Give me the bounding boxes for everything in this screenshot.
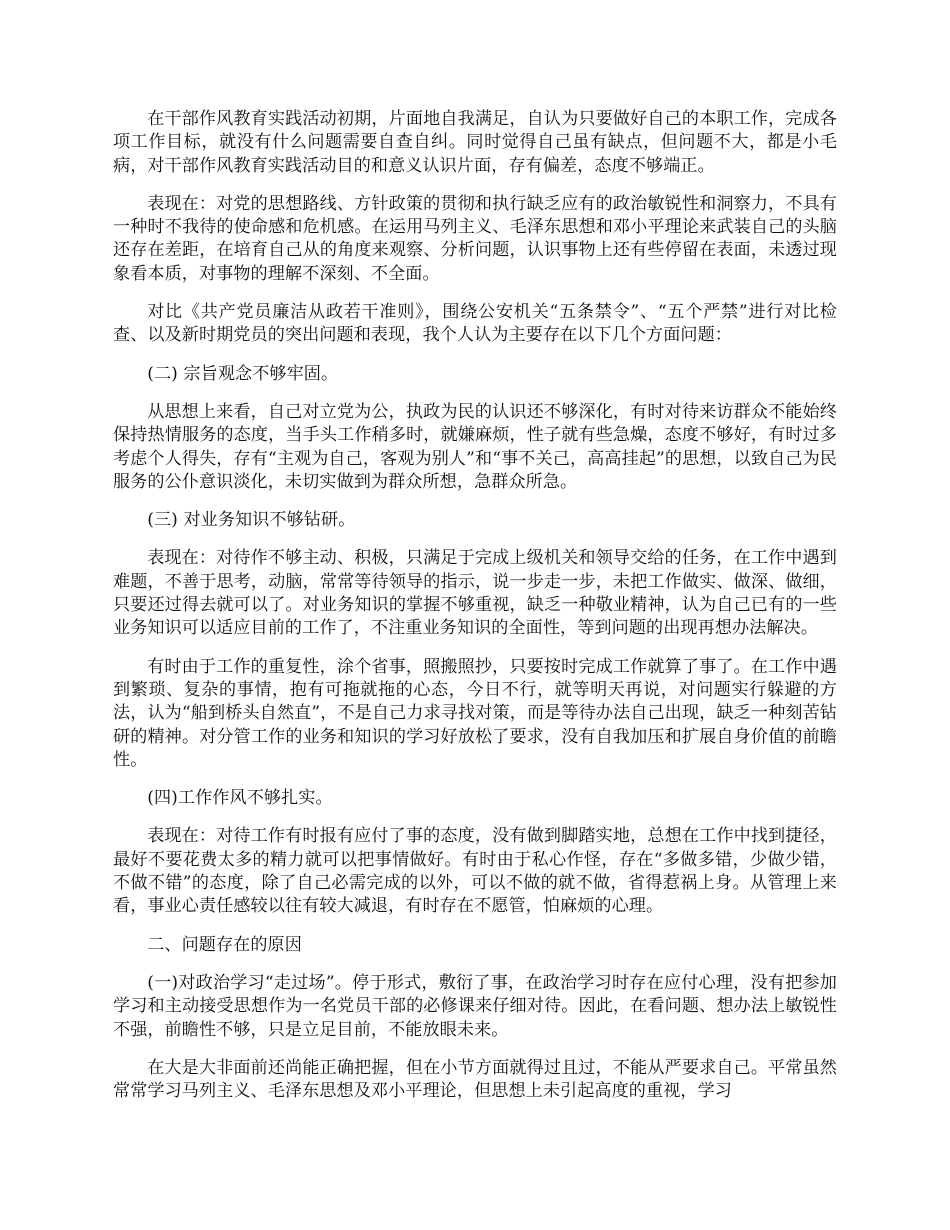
section-heading-work-style: (四)工作作风不够扎实。 [147,788,333,809]
paragraph-political-sensitivity: 表现在：对党的思想路线、方针政策的贯彻和执行缺乏应有的政治敏锐性和洞察力，不具有一种时不我待的使命感和危机感。在运用马列主义、毛泽东思想和邓小平理论来武装自己的头脑还存在差距，在培育自己从的角度来观察、分析问题，认识事物上还有些停留在表面，未透过现象看本质，对事物的理解不深刻、不全面。 [113,193,837,284]
paragraph-work-initiative: 表现在：对待作不够主动、积极，只满足于完成上级机关和领导交给的任务，在工作中遇到难题，不善于思考，动脑，常常等待领导的指示，说一步走一步，未把工作做实、做深、做细，只要还过得去就可以了。对业务知识的掌握不够重视，缺乏一种敬业精神，认为自己已有的一些业务知识可以适应目前的工作了，不注重业务知识的全面性，等到问题的出现再想办法解决。 [113,548,837,639]
paragraph-self-satisfaction: 在干部作风教育实践活动初期，片面地自我满足，自认为只要做好自己的本职工作，完成各项工作目标，就没有什么问题需要自查自纠。同时觉得自己虽有缺点，但问题不大，都是小毛病，对干部作风教育实践活动目的和意义认识片面，存有偏差，态度不够端正。 [113,109,837,176]
paragraph-work-attitude: 表现在：对待工作有时报有应付了事的态度，没有做到脚踏实地，总想在工作中找到捷径，最好不要花费太多的精力就可以把事情做好。有时由于私心作怪，存在“多做多错，少做少错，不做不错”的态度，除了自己必需完成的以外，可以不做的就不做，省得惹祸上身。从管理上来看，事业心责任感较以往有较大减退，有时存在不愿管，怕麻烦的心理。 [113,826,837,917]
paragraph-political-study: (一)对政治学习“走过场”。停于形式，敷衍了事，在政治学习时存在应付心理，没有把参加学习和主动接受思想作为一名党员干部的必修课来仔细对待。因此，在看问题、想办法上敏锐性不强，前瞻性不够，只是立足目前，不能放眼未来。 [113,972,837,1040]
paragraph-principle-matters: 在大是大非面前还尚能正确把握，但在小节方面就得过且过，不能从严要求自己。平常虽然常常学习马列主义、毛泽东思想及邓小平理论，但思想上未引起高度的重视，学习 [113,1057,837,1102]
paragraph-comparison-check: 对比《共产党员廉洁从政若干准则》，围绕公安机关“五条禁令”、“五个严禁”进行对比检查、以及新时期党员的突出问题和表现，我个人认为主要存在以下几个方面问题： [113,302,837,346]
section-heading-causes: 二、问题存在的原因 [147,934,302,955]
paragraph-repetitive-work: 有时由于工作的重复性，涂个省事，照搬照抄，只要按时完成工作就算了事了。在工作中遇到繁琐、复杂的事情，抱有可拖就拖的心态，今日不行，就等明天再说，对问题实行躲避的方法，认为“船到桥头自然直”，不是自己力求寻找对策，而是等待办法自己出现，缺乏一种刻苦钻研的精神。对分管工作的业务和知识的学习好放松了要求，没有自我加压和扩展自身价值的前瞻性。 [113,656,837,770]
section-heading-business-knowledge: (三) 对业务知识不够钻研。 [147,510,356,531]
paragraph-service-attitude: 从思想上来看，自己对立党为公，执政为民的认识还不够深化，有时对待来访群众不能始终保持热情服务的态度，当手头工作稍多时，就嫌麻烦，性子就有些急燥，态度不够好，有时过多考虑个人得失，存有“主观为自己，客观为别人”和“事不关己，高高挂起”的思想，以致自己为民服务的公仆意识淡化，未切实做到为群众所想，急群众所急。 [113,401,837,492]
section-heading-purpose: (二) 宗旨观念不够牢固。 [147,363,339,384]
